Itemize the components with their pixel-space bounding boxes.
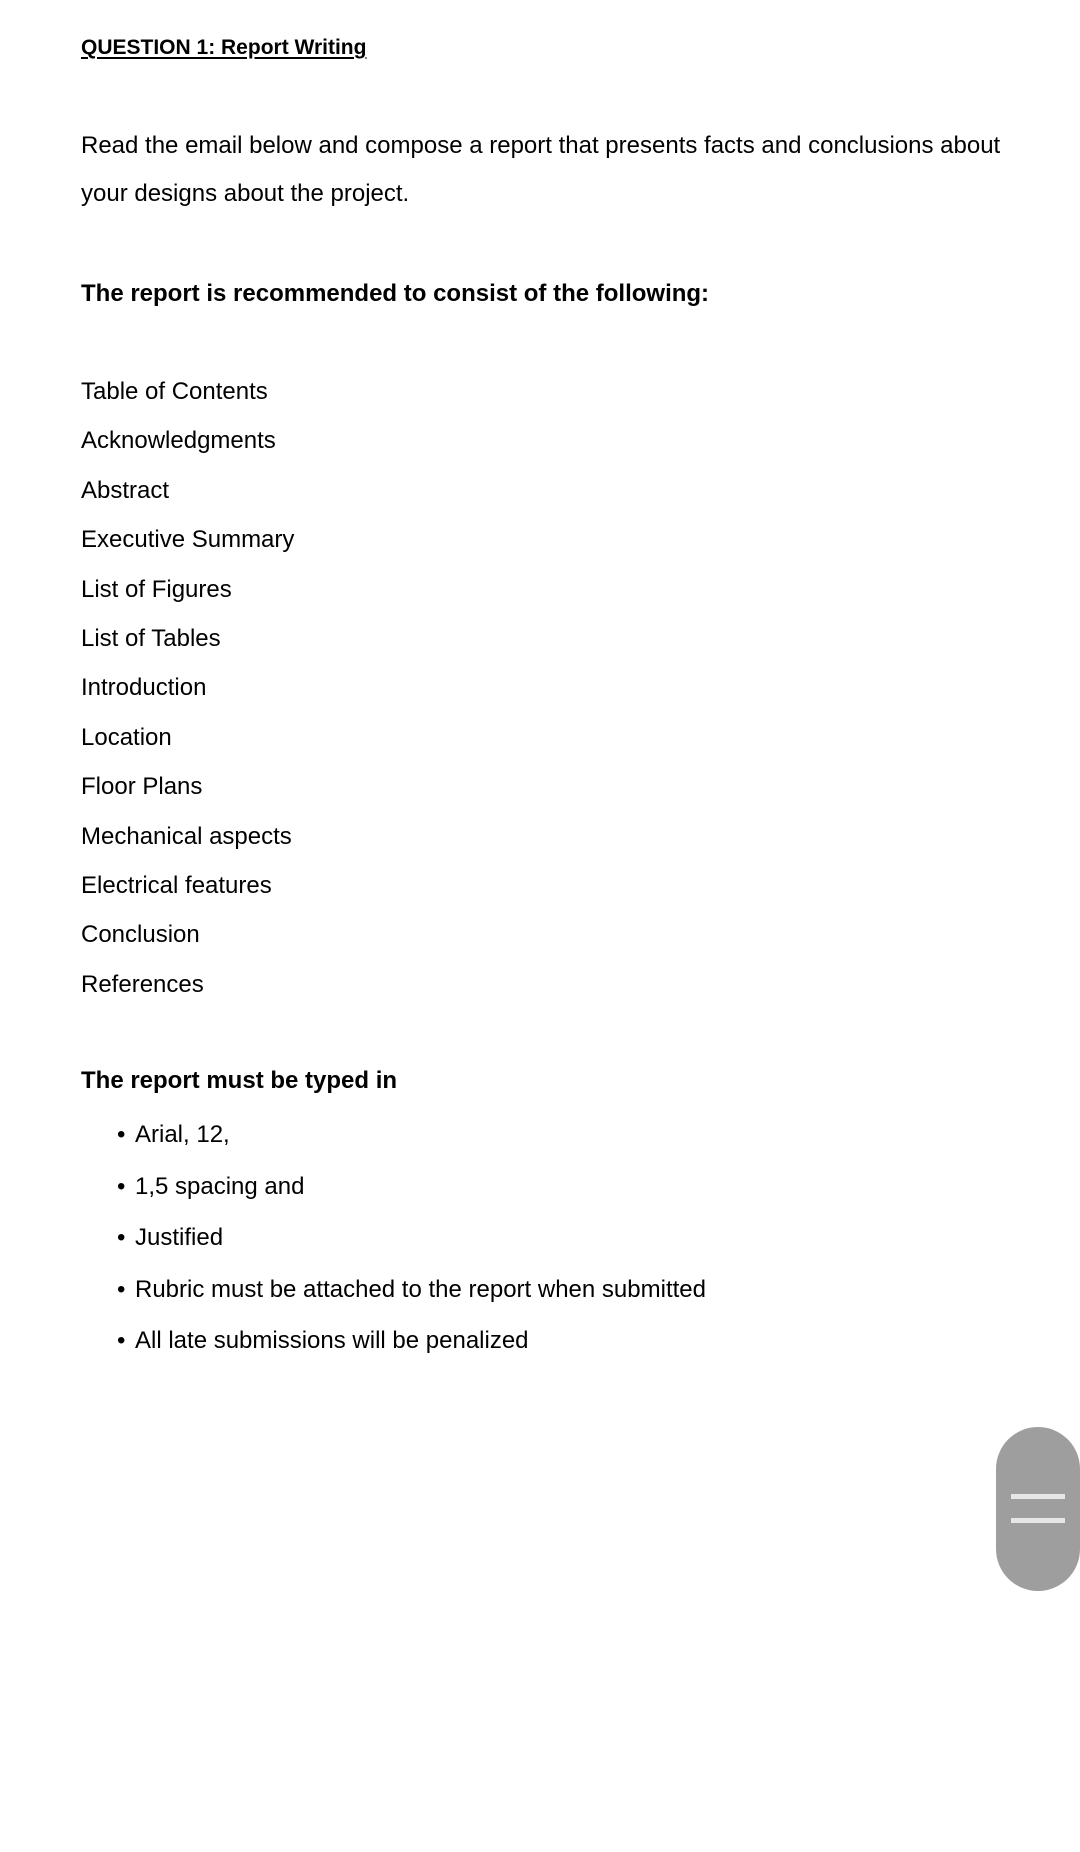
typing-heading: The report must be typed in: [81, 1067, 398, 1094]
section-list: [81, 377, 294, 1019]
bullet-icon: •: [117, 1327, 126, 1354]
section-item: Location: [81, 723, 172, 751]
requirement-text: Rubric must be attached to the report when submitted: [135, 1275, 706, 1303]
intro-line: Read the email below and compose a report that presents facts and conclusions about: [81, 132, 1001, 159]
question-heading: QUESTION 1: Report Writing: [81, 36, 367, 59]
section-item: Conclusion: [81, 921, 200, 949]
requirement-item: [117, 1326, 706, 1378]
requirement-item: [117, 1275, 706, 1327]
requirement-text: Arial, 12,: [135, 1121, 230, 1148]
section-item: Acknowledgments: [81, 427, 276, 455]
section-item: Abstract: [81, 476, 170, 504]
requirement-item: [117, 1172, 706, 1224]
drag-handle-bar: [1011, 1518, 1065, 1523]
requirement-text: All late submissions will be penalized: [135, 1327, 529, 1354]
requirement-text: 1,5 spacing and: [135, 1172, 305, 1200]
scroll-handle[interactable]: [996, 1427, 1080, 1591]
intro-paragraph: [81, 122, 1041, 218]
section-item: Introduction: [81, 674, 207, 702]
requirement-item: [117, 1223, 706, 1275]
section-item: Table of Contents: [81, 378, 268, 405]
intro-line: your designs about the project.: [81, 180, 410, 207]
recommend-heading: The report is recommended to consist of the following:: [81, 280, 710, 307]
section-item: Executive Summary: [81, 526, 295, 554]
section-item: Mechanical aspects: [81, 822, 292, 850]
requirement-item: [117, 1120, 706, 1172]
drag-handle-bar: [1011, 1494, 1065, 1499]
section-item: Floor Plans: [81, 773, 203, 801]
bullet-icon: •: [117, 1121, 126, 1148]
requirement-text: Justified: [135, 1224, 224, 1251]
section-item: References: [81, 970, 204, 998]
section-item: List of Figures: [81, 575, 232, 603]
bullet-icon: •: [117, 1172, 126, 1200]
bullet-icon: •: [117, 1224, 126, 1251]
section-item: Electrical features: [81, 871, 272, 899]
bullet-icon: •: [117, 1275, 126, 1303]
section-item: List of Tables: [81, 624, 221, 652]
requirements-list: [117, 1120, 706, 1378]
